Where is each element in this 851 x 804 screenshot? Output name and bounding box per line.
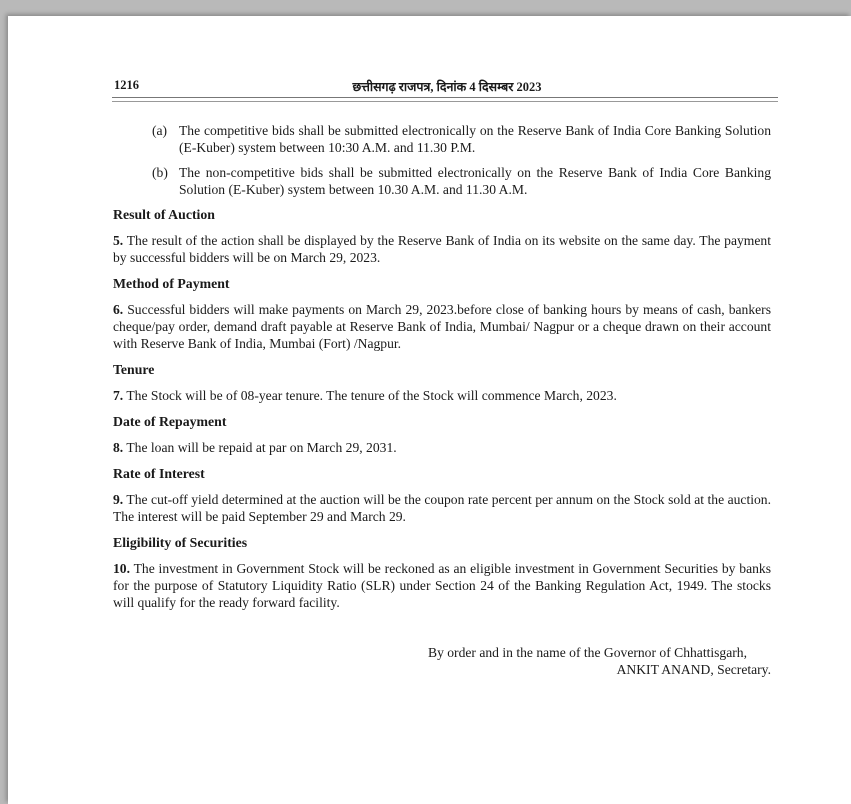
document-body	[113, 122, 771, 678]
header-rule	[112, 97, 778, 98]
section-paragraph	[113, 232, 771, 266]
page-header	[114, 78, 780, 98]
list-item	[152, 122, 771, 156]
section-heading: Tenure	[113, 362, 155, 377]
section-paragraph	[113, 301, 771, 352]
page-number: 1216	[114, 78, 139, 92]
signature-block	[113, 644, 771, 678]
section-paragraph	[113, 560, 771, 611]
signature-line-name: ANKIT ANAND, Secretary.	[616, 662, 771, 677]
paragraph-text: The loan will be repaid at par on March 29, 2031.	[123, 440, 397, 455]
item-label: (b)	[152, 165, 168, 180]
paragraph-text: The cut-off yield determined at the auction will be the coupon rate percent per annum on the Stock sold at the auction. The interest will be paid September 29 and March 29.	[113, 492, 771, 524]
section-paragraph	[113, 387, 771, 404]
section-heading: Date of Repayment	[113, 414, 227, 429]
section-paragraph	[113, 439, 771, 456]
item-label: (a)	[152, 123, 168, 138]
paragraph-number: 7.	[113, 388, 124, 403]
section-heading: Rate of Interest	[113, 466, 205, 481]
gazette-title: छत्तीसगढ़ राजपत्र, दिनांक 4 दिसम्बर 2023	[352, 80, 542, 94]
paragraph-text: The investment in Government Stock will be reckoned as an eligible investment in Government Securities by banks for the purpose of Statutory Liquidity Ratio (SLR) under Section 24 of the Banking Regulation Act, 1949. The stocks will qualify for the ready forward facility.	[113, 561, 771, 610]
paragraph-text: Successful bidders will make payments on March 29, 2023.before close of banking hours by means of cash, bankers cheque/pay order, demand draft payable at Reserve Bank of India, Mumbai/ Nagpur or a cheque drawn on their account with Reserve Bank of India, Mumbai (Fort) /Nagpur.	[113, 302, 771, 351]
list-item	[152, 164, 771, 198]
paragraph-number: 6.	[113, 302, 124, 317]
item-text: The non-competitive bids shall be submitted electronically on the Reserve Bank of India Core Banking Solution (E-Kuber) system between 10.30 A.M. and 11.30 A.M.	[179, 165, 771, 197]
section-heading: Method of Payment	[113, 276, 230, 291]
header-rule-secondary	[112, 101, 778, 102]
paragraph-text: The result of the action shall be displayed by the Reserve Bank of India on its website on the same day. The payment by successful bidders will be on March 29, 2023.	[113, 233, 771, 265]
section-heading: Eligibility of Securities	[113, 535, 248, 550]
document-page	[8, 16, 851, 804]
paragraph-number: 8.	[113, 440, 124, 455]
item-text: The competitive bids shall be submitted electronically on the Reserve Bank of India Core Banking Solution (E-Kuber) system between 10:30 A.M. and 11.30 P.M.	[179, 123, 771, 155]
paragraph-text: The Stock will be of 08-year tenure. The tenure of the Stock will commence March, 2023.	[123, 388, 617, 403]
paragraph-number: 9.	[113, 492, 124, 507]
signature-line-authority: By order and in the name of the Governor of Chhattisgarh,	[428, 645, 747, 660]
paragraph-number: 5.	[113, 233, 124, 248]
section-heading: Result of Auction	[113, 207, 215, 222]
section-paragraph	[113, 491, 771, 525]
paragraph-number: 10.	[113, 561, 130, 576]
